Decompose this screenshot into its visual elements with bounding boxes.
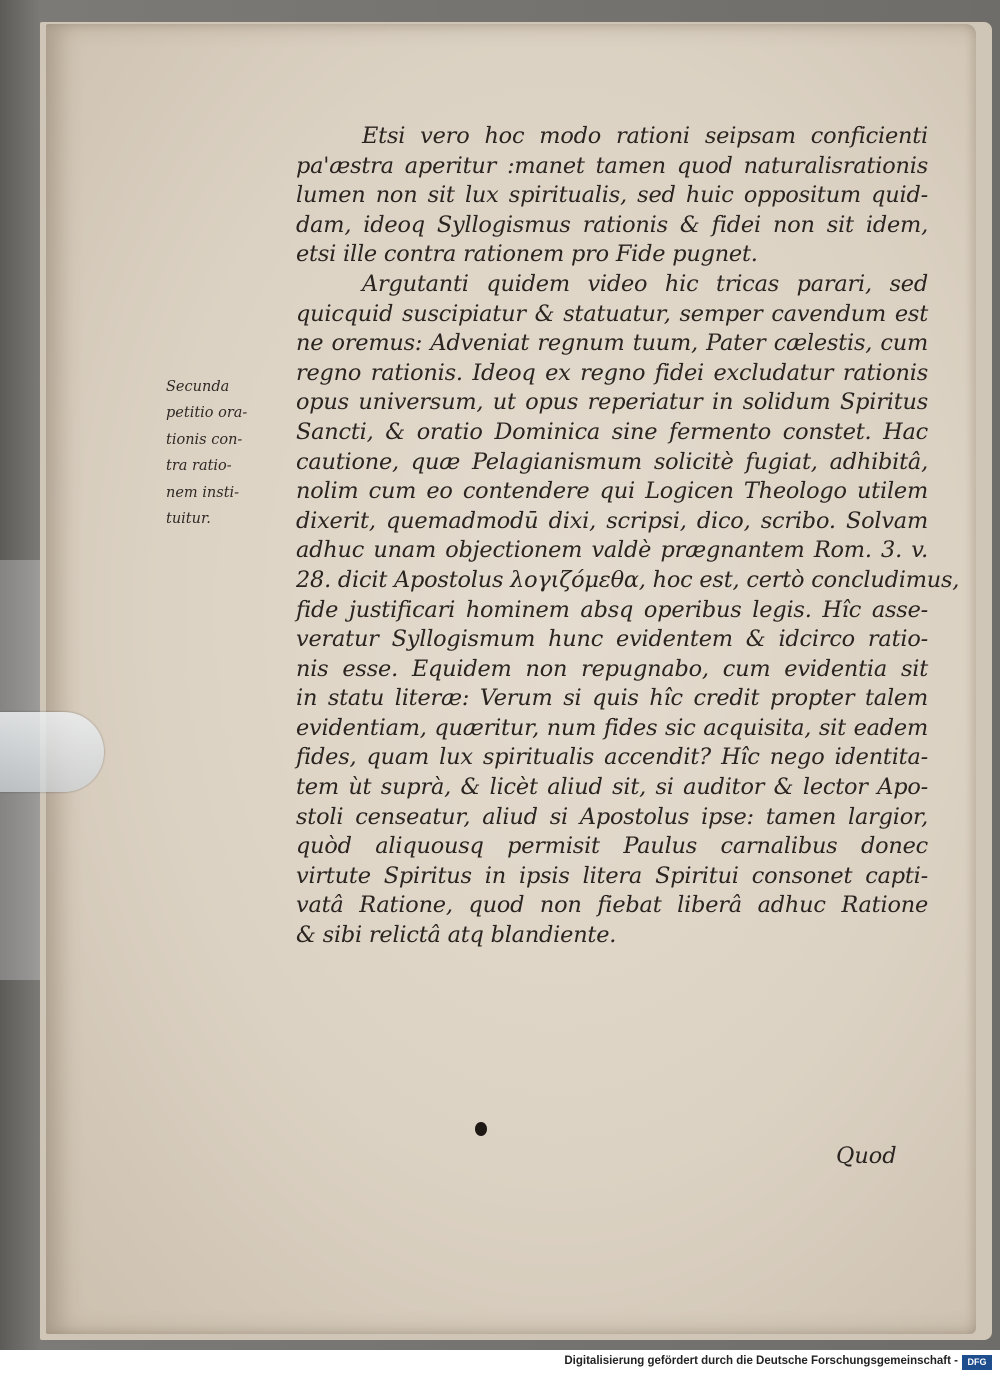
catchword: Quod — [836, 1143, 897, 1169]
dfg-logo-icon: DFG — [962, 1355, 992, 1370]
ink-blot — [475, 1122, 487, 1136]
text-line: ne oremus: Adveniat regnum tuum, Pater cælestis, cum — [296, 330, 928, 357]
text-line: opus universum, ut opus reperiatur in solidum Spiritus — [296, 389, 928, 416]
text-line: lumen non sit lux spiritualis, sed huic oppositum quid- — [296, 182, 928, 209]
text-line: dam, ideoq Syllogismus rationis & fidei non sit idem, — [296, 211, 928, 238]
marginal-line: tionis con- — [166, 431, 243, 448]
plastic-page-clip — [0, 712, 104, 792]
text-line: virtute Spiritus in ipsis litera Spiritui consonet capti- — [296, 862, 928, 889]
marginal-note — [166, 374, 276, 532]
text-line: in statu literæ: Verum si quis hîc credit propter talem — [296, 685, 928, 712]
text-line: regno rationis. Ideoq ex regno fidei excludatur rationis — [296, 359, 928, 386]
marginal-line: Secunda — [166, 379, 230, 395]
text-line: evidentiam, quæritur, num fides sic acquisita, sit eadem — [296, 714, 928, 741]
text-line: nolim cum eo contendere qui Logicen Theologo utilem — [296, 478, 928, 505]
marginal-line: nem insti- — [166, 484, 240, 501]
marginal-line: tuitur. — [166, 511, 211, 528]
main-text — [296, 122, 960, 951]
text-line: pa'æstra aperitur :manet tamen quod naturalisrationis — [296, 152, 928, 179]
text-line: quicquid suscipiatur & statuatur, semper cavendum est — [296, 300, 928, 327]
text-line: adhuc unam objectionem valdè prægnantem Rom. 3. v. — [296, 537, 928, 564]
text-line: nis esse. Equidem non repugnabo, cum evidentia sit — [296, 655, 928, 682]
text-line: 28. dicit Apostolus λογιζόμεθα, hoc est, certò concludimus, — [296, 566, 960, 593]
text-line: fides, quam lux spiritualis accendit? Hîc nego identita- — [296, 744, 928, 771]
marginal-line: petitio ora- — [166, 405, 248, 422]
text-line: vatâ Ratione, quod non fiebat liberâ adhuc Ratione — [296, 892, 928, 919]
marginal-line: tra ratio- — [166, 458, 232, 475]
text-line: fide justificari hominem absq operibus legis. Hîc asse- — [296, 596, 928, 623]
text-line: etsi ille contra rationem pro Fide pugnet. — [296, 241, 758, 268]
text-line: veratur Syllogismum hunc evidentem & idcirco ratio- — [296, 626, 928, 653]
text-line: dixerit, quemadmodū dixi, scripsi, dico, scribo. Solvam — [296, 507, 928, 534]
footer-credit: Digitalisierung gefördert durch die Deutsche Forschungsgemeinschaft - — [564, 1355, 958, 1367]
text-line: Sancti, & oratio Dominica sine fermento constet. Hac — [296, 418, 928, 445]
text-line: Argutanti quidem video hic tricas parari, sed — [362, 270, 928, 297]
footer-bar — [0, 1350, 1000, 1376]
text-line: stoli censeatur, aliud si Apostolus ipse: tamen largior, — [296, 803, 928, 830]
text-line: cautione, quæ Pelagianismum solicitè fugiat, adhibitâ, — [296, 448, 928, 475]
text-line: quòd aliquousq permisit Paulus carnalibus donec — [296, 833, 928, 860]
text-line: tem ùt suprà, & licèt aliud sit, si auditor & lector Apo- — [296, 774, 928, 801]
text-line: & sibi relictâ atq blandiente. — [296, 922, 617, 949]
text-line: Etsi vero hoc modo rationi seipsam conficienti — [362, 123, 928, 149]
